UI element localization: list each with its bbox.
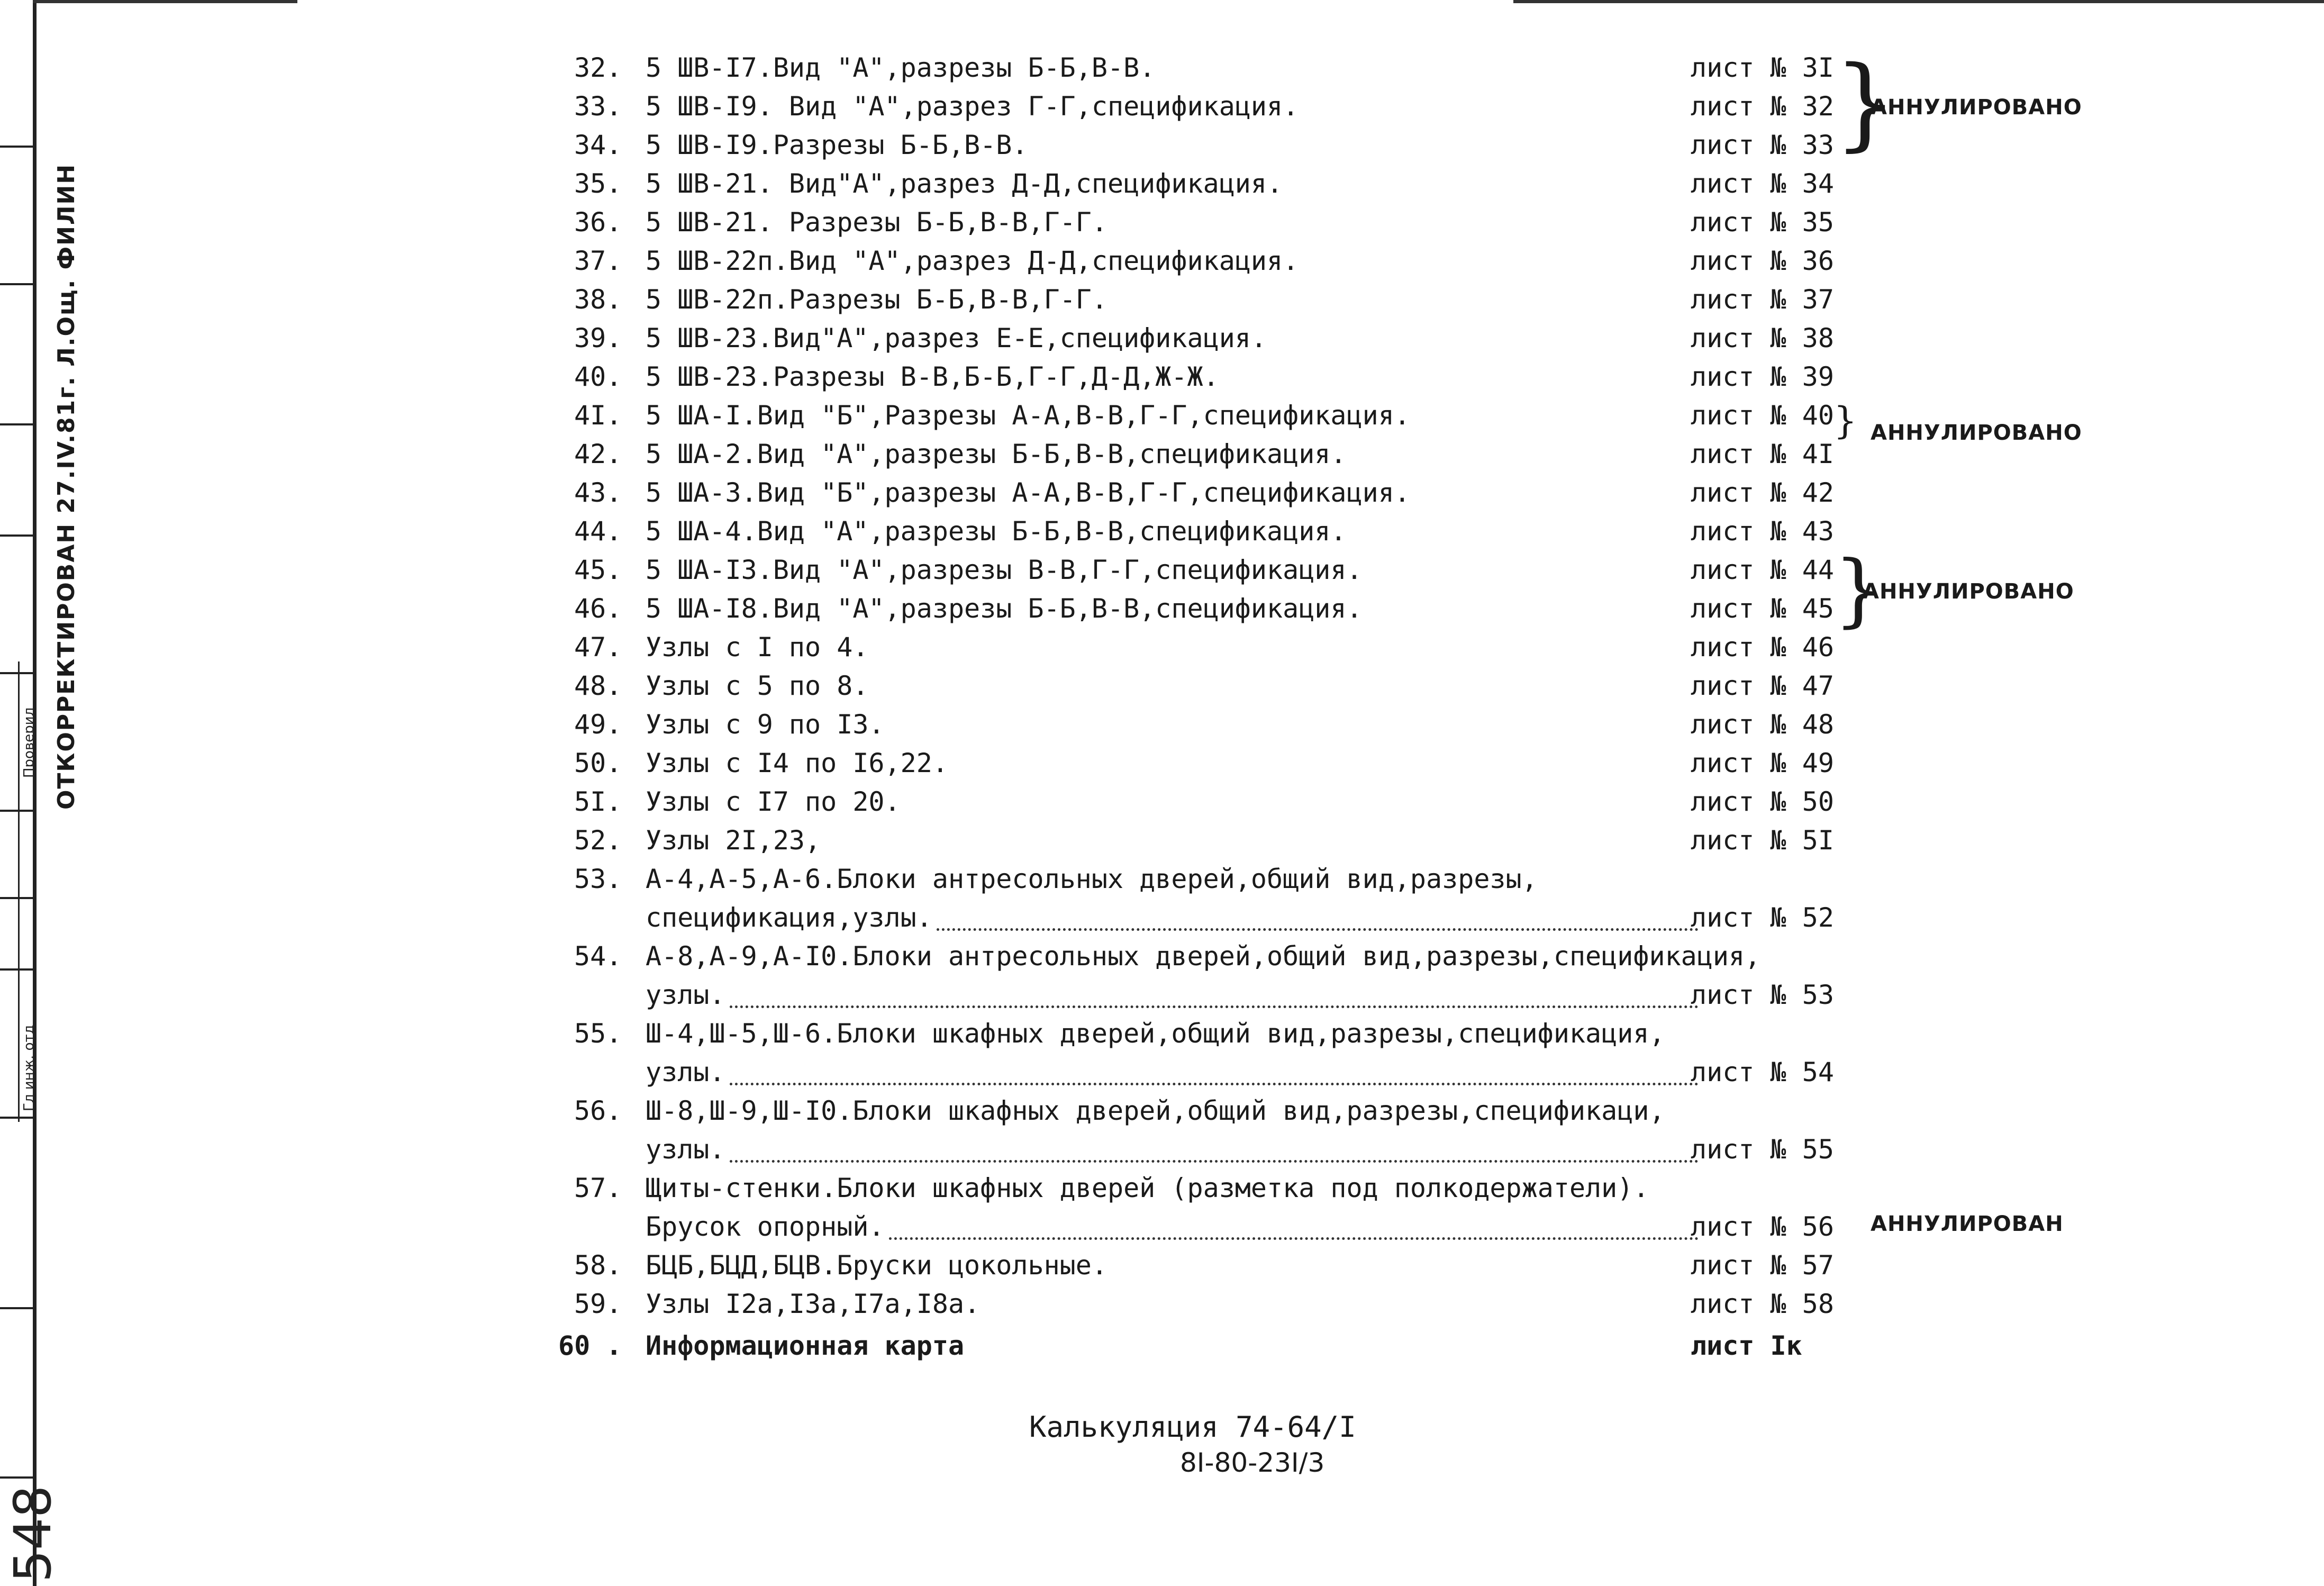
row-sheet-ref: лист № 45 (1691, 593, 1834, 624)
row-sheet-ref: лист № 35 (1691, 207, 1834, 238)
row-number: 34. (574, 130, 622, 160)
toc-row (574, 1285, 1855, 1324)
row-title-line2: узлы. (646, 1057, 725, 1087)
toc-row (574, 705, 1855, 744)
row-sheet-ref: лист № 46 (1691, 632, 1834, 663)
dot-leader (730, 1005, 1699, 1008)
stamp-label-chief-engineer: Гл инж. отд (21, 1025, 37, 1111)
row-number: 4I. (574, 400, 622, 431)
row-number: 60 . (558, 1330, 622, 1361)
row-title-line1: Ш-4,Ш-5,Ш-6.Блоки шкафных дверей,общий вид,разрезы,спецификация, (646, 1018, 1665, 1049)
row-number: 54. (574, 941, 622, 972)
row-number: 47. (574, 632, 622, 663)
sheet-number: 548 (3, 1485, 62, 1582)
row-number: 48. (574, 670, 622, 701)
row-number: 33. (574, 91, 622, 122)
toc-row (574, 744, 1855, 783)
row-title-line1: А-8,А-9,А-I0.Блоки антресольных дверей,общий вид,разрезы,спецификация, (646, 941, 1761, 972)
stamp-divider (0, 1476, 33, 1479)
calculation-label: Калькуляция 74-64/I (1029, 1410, 1356, 1444)
row-title: 5 ШВ-23.Разрезы В-В,Б-Б,Г-Г,Д-Д,Ж-Ж. (646, 361, 1219, 392)
toc-row (574, 512, 1855, 551)
table-of-contents (558, 49, 1855, 1365)
stamp-divider (0, 672, 33, 674)
annulled-note-group-3: АННУЛИРОВАНО (1863, 579, 2074, 604)
row-title-line2: Брусок опорный. (646, 1211, 885, 1242)
toc-row (574, 319, 1855, 358)
row-number: 5I. (574, 786, 622, 817)
row-title: Узлы с 9 по I3. (646, 709, 885, 740)
row-number: 57. (574, 1173, 622, 1203)
row-title: 5 ШВ-I7.Вид "А",разрезы Б-Б,В-В. (646, 52, 1156, 83)
row-title: Узлы с I4 по I6,22. (646, 748, 948, 778)
annulled-note-item-57: АННУЛИРОВАН (1871, 1212, 2064, 1236)
row-title: 5 ША-I3.Вид "А",разрезы В-В,Г-Г,спецификация. (646, 555, 1363, 585)
toc-row (574, 242, 1855, 280)
brace-group-2: } (1833, 399, 1857, 442)
row-sheet-ref: лист № 43 (1691, 516, 1834, 547)
toc-row (574, 358, 1855, 396)
toc-row (574, 667, 1855, 705)
row-number: 56. (574, 1095, 622, 1126)
row-title: Информационная карта (646, 1330, 965, 1361)
stamp-divider (0, 423, 33, 425)
toc-row (574, 590, 1855, 628)
row-sheet-ref: лист № 50 (1691, 786, 1834, 817)
row-number: 36. (574, 207, 622, 238)
row-sheet-ref: лист № 54 (1691, 1057, 1834, 1087)
row-sheet-ref: лист № 5I (1691, 825, 1834, 856)
row-title: 5 ША-2.Вид "А",разрезы Б-Б,В-В,спецификация. (646, 439, 1347, 469)
row-title-line1: Ш-8,Ш-9,Ш-I0.Блоки шкафных дверей,общий вид,разрезы,спецификаци, (646, 1095, 1665, 1126)
stamp-divider (0, 1117, 33, 1119)
toc-row (574, 860, 1855, 937)
row-title-line2: спецификация,узлы. (646, 902, 932, 933)
dot-leader (730, 1160, 1699, 1163)
row-number: 37. (574, 246, 622, 276)
row-number: 39. (574, 323, 622, 354)
frame-top-border (33, 0, 297, 3)
row-number: 35. (574, 168, 622, 199)
row-sheet-ref: лист № 52 (1691, 902, 1834, 933)
row-title: 5 ШВ-21. Разрезы Б-Б,В-В,Г-Г. (646, 207, 1107, 238)
row-number: 38. (574, 284, 622, 315)
toc-row (574, 1246, 1855, 1285)
row-sheet-ref: лист № 42 (1691, 477, 1834, 508)
row-number: 32. (574, 52, 622, 83)
toc-row (574, 1169, 1855, 1246)
stamp-divider (0, 534, 33, 537)
toc-row (574, 1092, 1855, 1169)
row-sheet-ref: лист Iк (1691, 1330, 1802, 1361)
row-number: 55. (574, 1018, 622, 1049)
row-title-line1: А-4,А-5,А-6.Блоки антресольных дверей,общий вид,разрезы, (646, 864, 1538, 894)
toc-row (574, 551, 1855, 590)
row-number: 44. (574, 516, 622, 547)
row-number: 50. (574, 748, 622, 778)
row-number: 49. (574, 709, 622, 740)
row-sheet-ref: лист № 48 (1691, 709, 1834, 740)
stamp-divider (0, 1307, 33, 1309)
row-sheet-ref: лист № 37 (1691, 284, 1834, 315)
row-sheet-ref: лист № 57 (1691, 1250, 1834, 1281)
toc-row (574, 203, 1855, 242)
row-title: 5 ША-I.Вид "Б",Разрезы А-А,В-В,Г-Г,спецификация. (646, 400, 1410, 431)
row-title: 5 ШВ-22п.Разрезы Б-Б,В-В,Г-Г. (646, 284, 1107, 315)
annulled-note-group-1: АННУЛИРОВАНО (1871, 95, 2082, 120)
row-title: Узлы с I по 4. (646, 632, 869, 663)
toc-row (574, 396, 1855, 435)
document-code: 8I-80-23I/3 (1180, 1447, 1325, 1478)
toc-row (574, 280, 1855, 319)
toc-row (574, 1014, 1855, 1092)
row-title: Узлы с 5 по 8. (646, 670, 869, 701)
row-title: 5 ШВ-I9. Вид "А",разрез Г-Г,спецификация. (646, 91, 1299, 122)
row-title-line2: узлы. (646, 1134, 725, 1165)
toc-row (574, 628, 1855, 667)
row-sheet-ref: лист № 49 (1691, 748, 1834, 778)
toc-row (574, 49, 1855, 87)
brace-group-3: } (1833, 544, 1884, 636)
row-title: БЦБ,БЦД,БЦВ.Бруски цокольные. (646, 1250, 1107, 1281)
frame-top-border-right (1513, 0, 2324, 3)
row-number: 46. (574, 593, 622, 624)
row-sheet-ref: лист № 38 (1691, 323, 1834, 354)
stamp-divider (0, 810, 33, 812)
row-sheet-ref: лист № 39 (1691, 361, 1834, 392)
row-sheet-ref: лист № 53 (1691, 980, 1834, 1010)
row-sheet-ref: лист № 58 (1691, 1289, 1834, 1319)
title-block-strip (0, 0, 37, 1586)
row-sheet-ref: лист № 40 (1691, 400, 1834, 431)
row-sheet-ref: лист № 33 (1691, 130, 1834, 160)
row-title-line2: узлы. (646, 980, 725, 1010)
toc-row (574, 474, 1855, 512)
row-number: 42. (574, 439, 622, 469)
annulled-note-group-2: АННУЛИРОВАНО (1871, 421, 2082, 445)
row-title: 5 ШВ-I9.Разрезы Б-Б,В-В. (646, 130, 1028, 160)
stamp-label-checked: Проверил (21, 707, 37, 778)
row-sheet-ref: лист № 56 (1691, 1211, 1834, 1242)
stamp-divider (0, 968, 33, 971)
row-sheet-ref: лист № 3I (1691, 52, 1834, 83)
row-title: 5 ШВ-22п.Вид "А",разрез Д-Д,спецификация. (646, 246, 1299, 276)
toc-row-60 (558, 1327, 1855, 1365)
stamp-divider (0, 146, 33, 148)
row-number: 53. (574, 864, 622, 894)
dot-leader (889, 1237, 1699, 1240)
stamp-divider (0, 897, 33, 899)
row-sheet-ref: лист № 36 (1691, 246, 1834, 276)
toc-row (574, 821, 1855, 860)
row-title: 5 ШВ-21. Вид"А",разрез Д-Д,спецификация. (646, 168, 1283, 199)
row-number: 45. (574, 555, 622, 585)
dot-leader (730, 1083, 1699, 1085)
row-number: 43. (574, 477, 622, 508)
row-sheet-ref: лист № 55 (1691, 1134, 1834, 1165)
row-sheet-ref: лист № 44 (1691, 555, 1834, 585)
row-title: 5 ША-I8.Вид "А",разрезы Б-Б,В-В,спецификация. (646, 593, 1363, 624)
toc-row (574, 165, 1855, 203)
row-title-line1: Щиты-стенки.Блоки шкафных дверей (разметка под полкодержатели). (646, 1173, 1649, 1203)
toc-row (574, 937, 1855, 1014)
toc-row (574, 783, 1855, 821)
row-sheet-ref: лист № 47 (1691, 670, 1834, 701)
row-title: 5 ША-4.Вид "А",разрезы Б-Б,В-В,спецификация. (646, 516, 1347, 547)
row-number: 52. (574, 825, 622, 856)
stamp-column-line (18, 661, 20, 1122)
row-number: 40. (574, 361, 622, 392)
toc-row (574, 87, 1855, 126)
dot-leader (937, 928, 1699, 931)
stamp-divider (0, 283, 33, 285)
row-sheet-ref: лист № 34 (1691, 168, 1834, 199)
row-number: 58. (574, 1250, 622, 1281)
brace-group-1: } (1833, 44, 1898, 161)
row-title: 5 ША-3.Вид "Б",разрезы А-А,В-В,Г-Г,спецификация. (646, 477, 1410, 508)
row-title: Узлы с I7 по 20. (646, 786, 901, 817)
row-title: Узлы 2I,23, (646, 825, 821, 856)
correction-stamp-text: ОТКОРРЕКТИРОВАН 27.IV.81г. Л.Ощ. ФИЛИН (53, 163, 80, 810)
row-sheet-ref: лист № 32 (1691, 91, 1834, 122)
row-sheet-ref: лист № 4I (1691, 439, 1834, 469)
toc-row (574, 435, 1855, 474)
frame-left-border (33, 0, 37, 1586)
toc-row (574, 126, 1855, 165)
row-number: 59. (574, 1289, 622, 1319)
row-title: 5 ШВ-23.Вид"А",разрез Е-Е,спецификация. (646, 323, 1267, 354)
row-title: Узлы I2а,I3а,I7а,I8а. (646, 1289, 981, 1319)
